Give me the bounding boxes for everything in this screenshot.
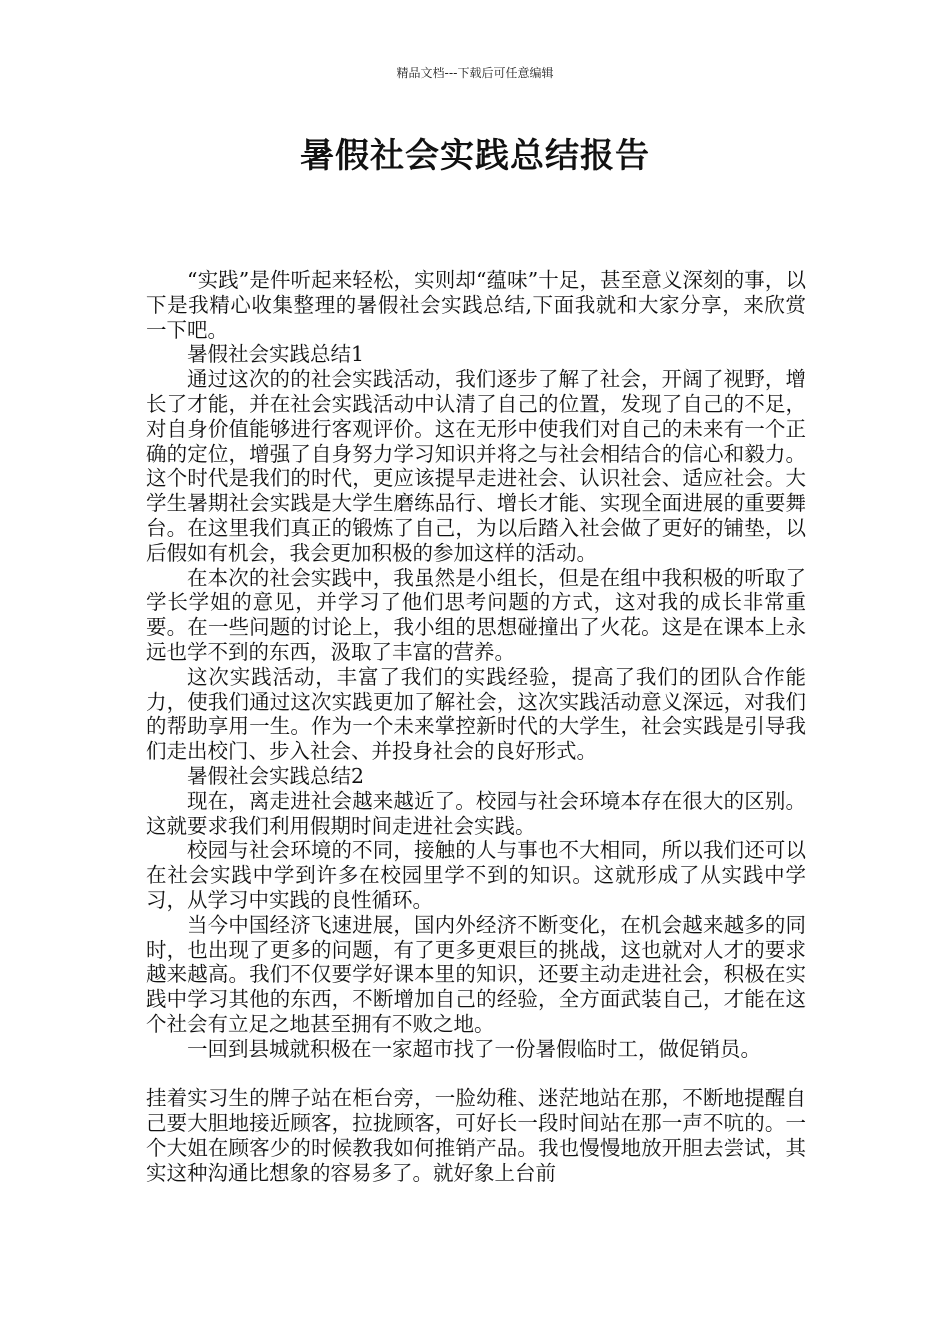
section-heading-1: 暑假社会实践总结1: [187, 342, 365, 367]
document-body: [146, 268, 806, 1185]
paragraph: 这次实践活动，丰富了我们的实践经验，提高了我们的团队合作能力，使我们通过这次实践更加了解社会，这次实践活动意义深远，对我们的帮助享用一生。作为一个未来掌控新时代的大学生，社会实践是引导我们走出校门、步入社会、并投身社会的良好形式。: [146, 664, 806, 764]
paragraph: 一回到县城就积极在一家超市找了一份暑假临时工，做促销员。: [187, 1036, 761, 1061]
document-title: 暑假社会实践总结报告: [300, 136, 650, 176]
paragraph: 在本次的社会实践中，我虽然是小组长，但是在组中我积极的听取了学长学姐的意见，并学习了他们思考问题的方式，这对我的成长非常重要。在一些问题的讨论上，我小组的思想碰撞出了火花。这是在课本上永远也学不到的东西，汲取了丰富的营养。: [146, 565, 806, 664]
paragraph: 挂着实习生的牌子站在柜台旁，一脸幼稚、迷茫地站在那，不断地提醒自己要大胆地接近顾客，拉拢顾客，可好长一段时间站在那一声不吭的。一个大姐在顾客少的时候教我如何推销产品。我也慢慢地放开胆去尝试，其实这种沟通比想象的容易多了。就好象上台前: [146, 1086, 806, 1185]
paragraph: 当今中国经济飞速进展，国内外经济不断变化，在机会越来越多的同时，也出现了更多的问题，有了更多更艰巨的挑战，这也就对人才的要求越来越高。我们不仅要学好课本里的知识，还要主动走进社会，积极在实践中学习其他的东西，不断增加自己的经验，全方面武装自己，才能在这个社会有立足之地甚至拥有不败之地。: [146, 912, 806, 1036]
blank-line: [146, 1062, 806, 1087]
intro-paragraph: “实践”是件听起来轻松，实则却“蕴味”十足，甚至意义深刻的事，以下是我精心收集整理的暑假社会实践总结,下面我就和大家分享，来欣赏一下吧。: [146, 268, 806, 342]
header-note: 精品文档---下载后可任意编辑: [396, 66, 554, 80]
paragraph: 校园与社会环境的不同，接触的人与事也不大相同，所以我们还可以在社会实践中学到许多在校园里学不到的知识。这就形成了从实践中学习，从学习中实践的良性循环。: [146, 838, 806, 912]
paragraph: 通过这次的的社会实践活动，我们逐步了解了社会，开阔了视野，增长了才能，并在社会实践活动中认清了自己的位置，发现了自己的不足，对自身价值能够进行客观评价。这在无形中使我们对自己的未来有一个正确的定位，增强了自身努力学习知识并将之与社会相结合的信心和毅力。这个时代是我们的时代，更应该提早走进社会、认识社会、适应社会。大学生暑期社会实践是大学生磨练品行、增长才能、实现全面进展的重要舞台。在这里我们真正的锻炼了自己，为以后踏入社会做了更好的铺垫，以后假如有机会，我会更加积极的参加这样的活动。: [146, 367, 806, 565]
paragraph: 现在，离走进社会越来越近了。校园与社会环境本存在很大的区别。这就要求我们利用假期时间走进社会实践。: [146, 788, 806, 838]
section-heading-2: 暑假社会实践总结2: [187, 763, 365, 788]
